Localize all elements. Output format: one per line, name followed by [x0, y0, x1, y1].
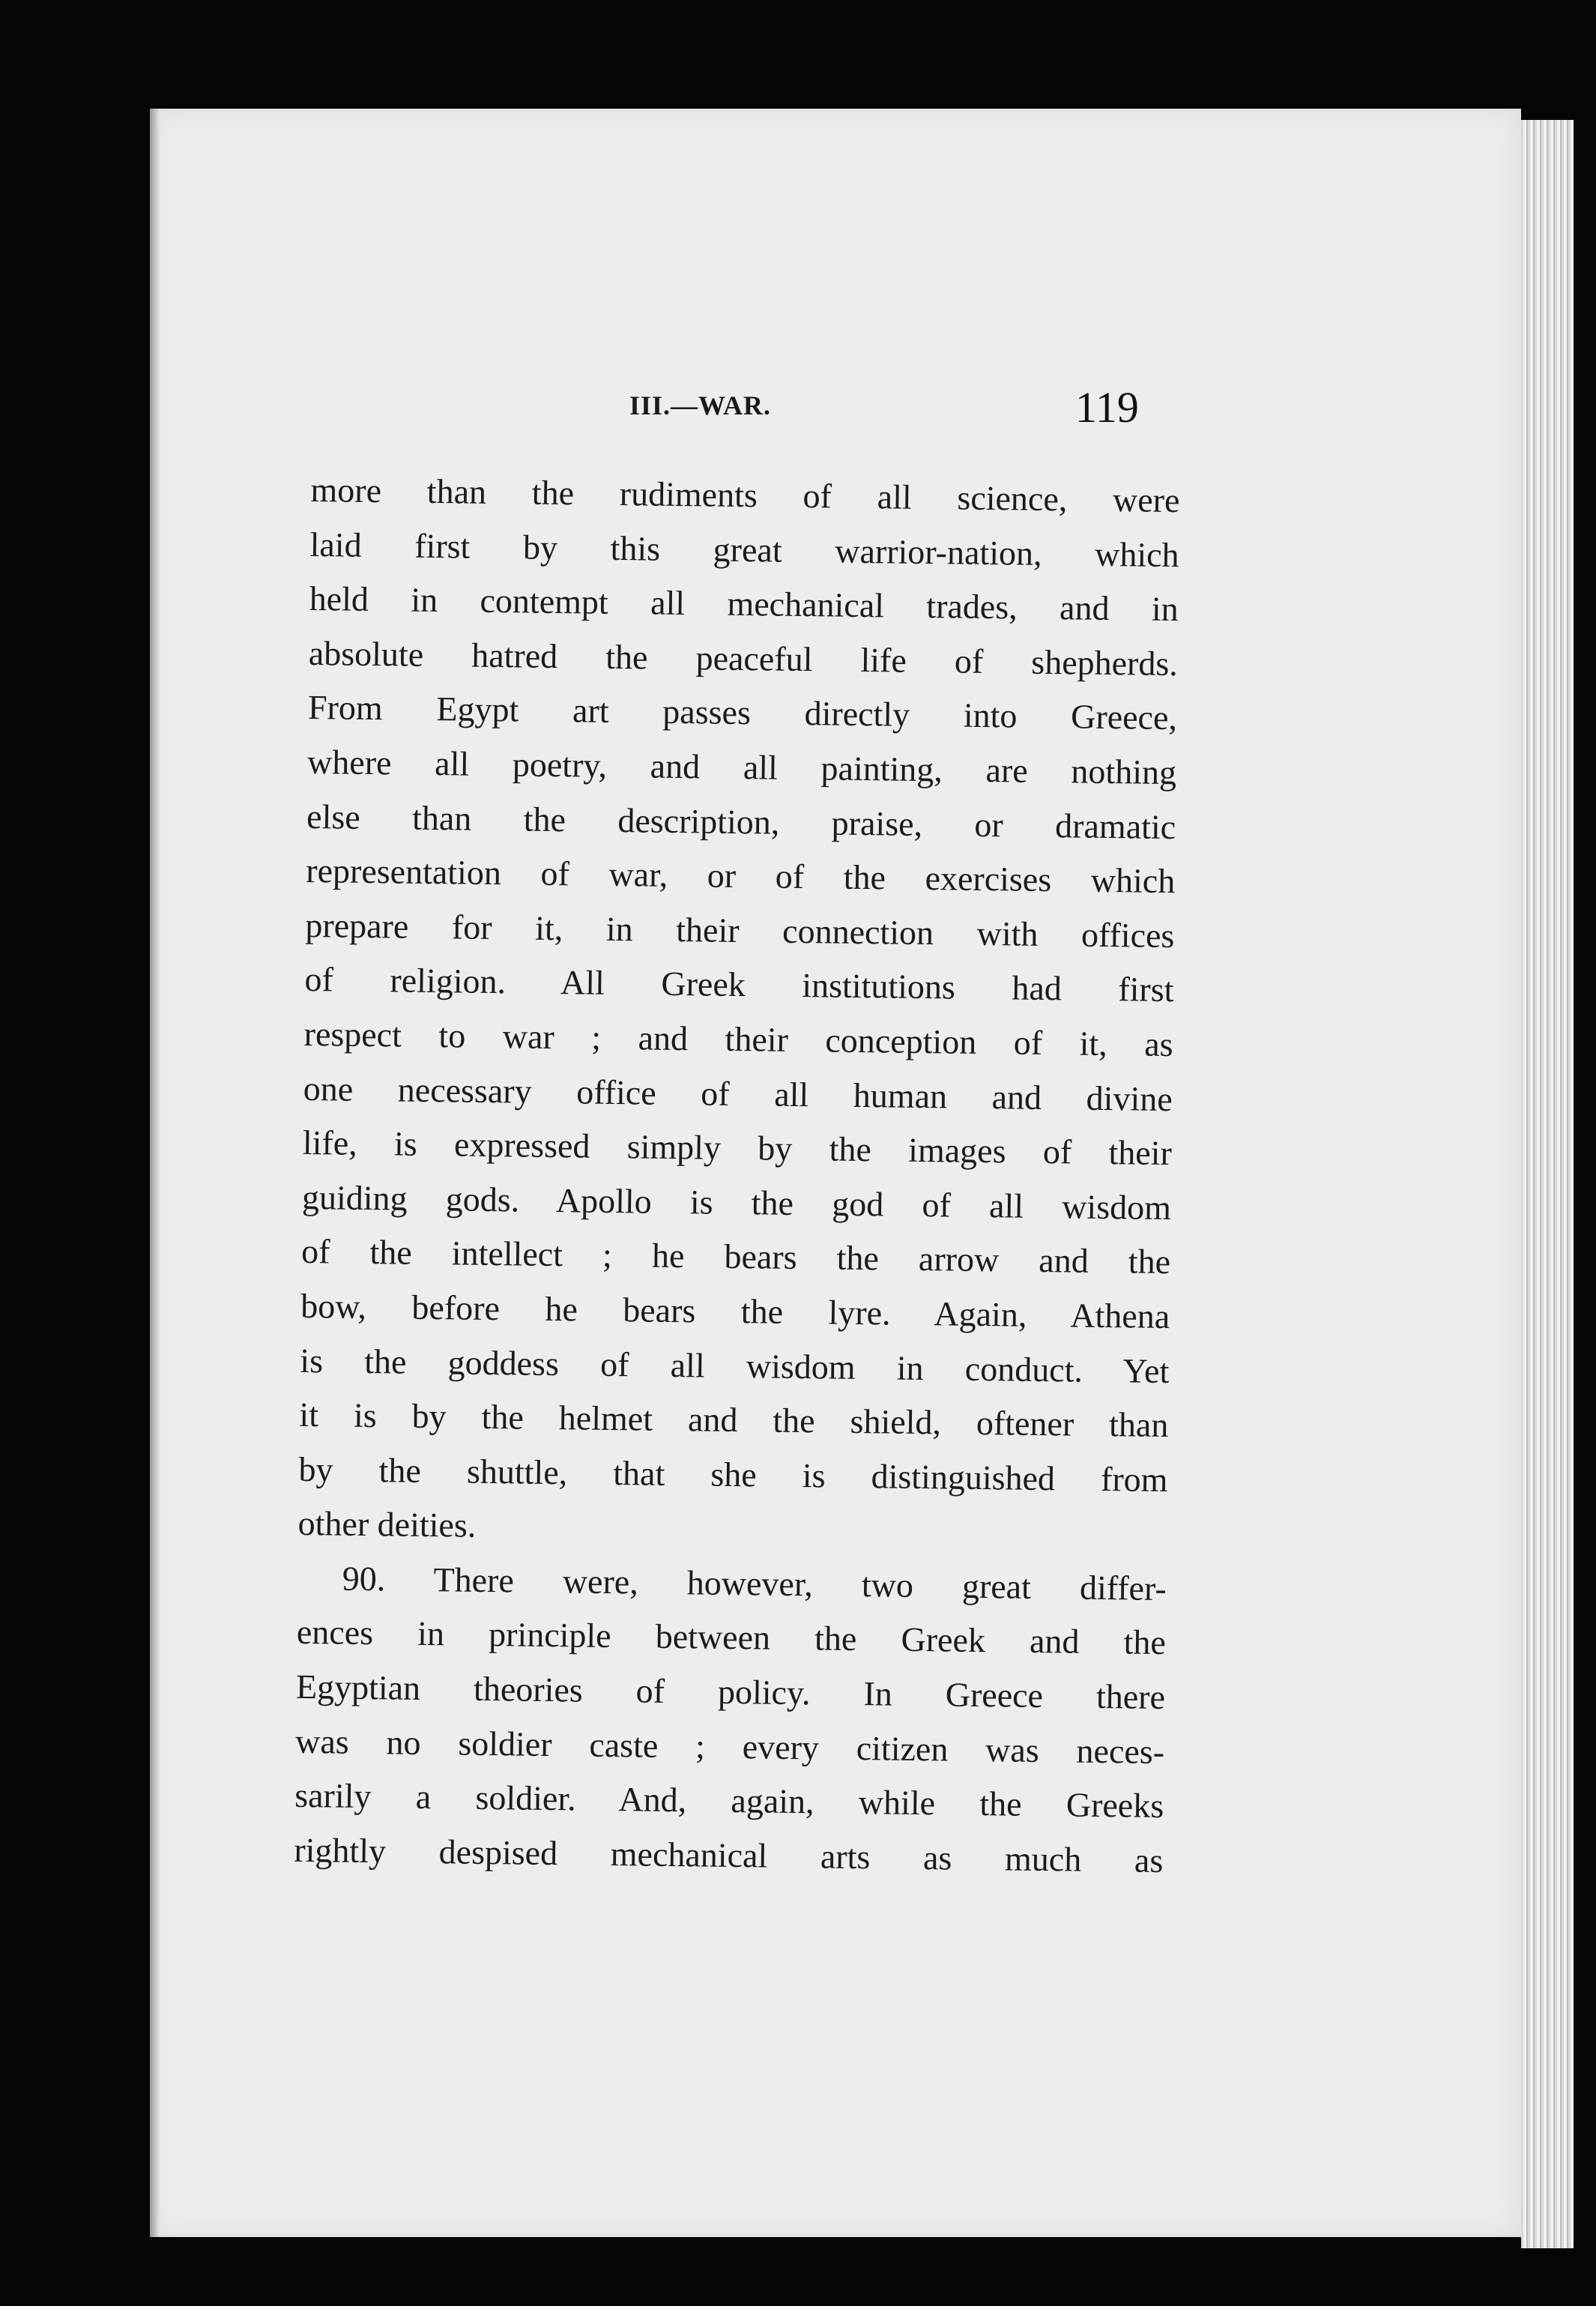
page-edges — [1521, 120, 1574, 2248]
text-line: ences in principle between the Greek and the — [296, 1613, 1167, 1662]
text-line: prepare for it, in their connection with offices — [305, 905, 1175, 955]
page-number: 119 — [1075, 383, 1139, 432]
text-line: respect to war ; and their conception of it, as — [303, 1014, 1173, 1064]
body-text — [294, 463, 1180, 1888]
text-line: other deities. — [297, 1504, 477, 1545]
text-line: sarily a soldier. And, again, while the Greeks — [294, 1776, 1164, 1826]
text-line: life, is expressed simply by the images of their — [302, 1123, 1173, 1173]
facing-page-spine — [0, 0, 150, 2306]
text-line: where all poetry, and all painting, are nothing — [306, 742, 1177, 792]
text-line: of religion. All Greek institutions had first — [304, 960, 1174, 1009]
text-line: one necessary office of all human and divine — [303, 1069, 1173, 1118]
text-line: bow, before he bears the lyre. Again, Athena — [300, 1286, 1170, 1335]
text-line: it is by the helmet and the shield, oftener than — [299, 1395, 1169, 1445]
text-line: else than the description, praise, or dramatic — [306, 797, 1176, 846]
text-line: rightly despised mechanical arts as much as — [294, 1830, 1164, 1880]
text-line: held in contempt all mechanical trades, and in — [309, 579, 1179, 629]
text-line: is the goddess of all wisdom in conduct. Yet — [300, 1341, 1170, 1390]
text-line: laid first by this great warrior-nation, which — [309, 525, 1179, 574]
text-line: by the shuttle, that she is distinguished from — [298, 1449, 1168, 1499]
text-line: was no soldier caste ; every citizen was neces- — [294, 1721, 1165, 1771]
gutter-shadow — [150, 109, 160, 2237]
text-line: of the intellect ; he bears the arrow and the — [300, 1232, 1171, 1282]
text-line: absolute hatred the peaceful life of shepherds. — [308, 633, 1179, 683]
text-line: more than the rudiments of all science, were — [310, 470, 1180, 520]
text-line: representation of war, or of the exercises which — [306, 851, 1176, 901]
running-head: III.—WAR. — [629, 390, 772, 420]
text-line: Egyptian theories of policy. In Greece there — [295, 1667, 1166, 1717]
text-line: guiding gods. Apollo is the god of all wisdom — [301, 1177, 1172, 1227]
text-line: From Egypt art passes directly into Greece, — [307, 688, 1178, 737]
paragraph-first-line: 90. There were, however, two great differ- — [342, 1559, 1167, 1608]
